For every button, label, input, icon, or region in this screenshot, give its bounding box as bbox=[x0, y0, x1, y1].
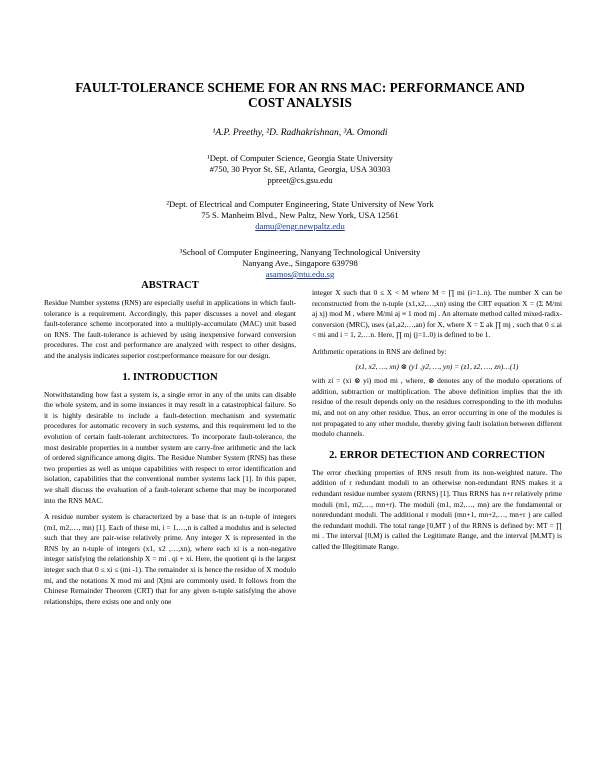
abstract-text: Residue Number systems (RNS) are especially useful in applications in which fault-tolerance is a requirement. Accordingly, this paper discusses a novel and elegant fault-tolerance scheme incorporated into a multiply-accumulate (MAC) unit based on RNS. The fault-tolerance is achieved by using inexpensive forward conversion procedures. The cost and performance are analyzed with respect to other designs, and the analysis indicates superior cost:performance measure for our design. bbox=[44, 298, 296, 360]
left-column bbox=[44, 280, 296, 607]
arith-paragraph: with zi = (xi ⊗ yi) mod mi , where, ⊗ denotes any of the modulo operations of addition, subtraction or multiplication. The above definition implies that the ith residue of the result depends only on the residues corresponding to the ith modulus mi, and not on any other residue. Thus, an error occurring in one of the modules is not propagated to any other module, thereby giving fault isolation between different modulo channels. bbox=[312, 376, 562, 439]
affiliation-3 bbox=[80, 247, 520, 280]
affiliation-2 bbox=[80, 199, 520, 232]
affiliation-1-address: #750, 30 Pryor St. SE, Atlanta, Georgia, USA 30303 bbox=[209, 164, 391, 174]
affiliation-3-dept: ³School of Computer Engineering, Nanyang Technological University bbox=[179, 247, 421, 257]
abstract-heading: ABSTRACT bbox=[141, 280, 199, 291]
section-2-paragraph: The error checking properties of RNS result from its non-weighted nature. The addition of r redundant moduli to an otherwise non-redundant RNS makes it a redundant residue number system (RRNS) [1]. Thus RRNS has n+r relatively prime moduli (m1, m2,…, mn+r). The moduli (m1, m2,…, mn) are the fundamental or nonredundant moduli. The additional r moduli (mn+1, mn+2,…, mn+r ) are called the redundant moduli. The total range [0,MT ) of the RRNS is defined by: MT = ∏ mi . The interval [0,M) is called the Legitimate Range, and the interval [M,MT) is called the Illegitimate Range. bbox=[312, 467, 562, 551]
affiliation-3-address: Nanyang Ave., Singapore 639798 bbox=[242, 258, 358, 268]
intro-paragraph-2: A residue number system is characterized by a base that is an n-tuple of integers (m1, m2,…, mn) [1]. Each of these mi, i = 1,…,n is called a modulus and is selected such that they are pair-wise relatively prime. Any integer X is represented in the RNS by an n-tuple of integers (x1, x2 ,…,xn), where each xi is a non-negative integer satisfying the relationship X = mi . qi + xi. Here, the quotient qi is the largest integer such that 0 ≤ xi ≤ (mi -1). The remainder xi is hence the residue of X modulo mi, and the notations X mod mi and |X|mi are commonly used. It follows from the Chinese Remainder Theorem (CRT) that for any given n-tuple satisfying the above relationships, there exists one and only one bbox=[44, 512, 296, 606]
affiliation-2-email-link[interactable]: damu@engr.newpaltz.edu bbox=[255, 221, 345, 231]
affiliation-1-dept: ¹Dept. of Computer Science, Georgia State University bbox=[207, 153, 393, 163]
affiliation-1-email: ppreet@cs.gsu.edu bbox=[267, 175, 333, 185]
section-2-heading: 2. ERROR DETECTION AND CORRECTION bbox=[329, 449, 545, 461]
affiliation-1 bbox=[80, 153, 520, 186]
arith-intro: Arithmetic operations in RNS are defined by: bbox=[312, 346, 447, 356]
affiliation-2-dept: ²Dept. of Electrical and Computer Engineering, State University of New York bbox=[166, 199, 434, 209]
right-column bbox=[312, 288, 562, 552]
affiliation-3-email-link[interactable]: asamos@ntu.edu.sg bbox=[265, 269, 335, 279]
intro-paragraph-1: Notwithstanding how fast a system is, a single error in any of the units can disable the whole system, and in some instances it may result in a catastrophical failure. So it is highly desirable to include a fault-detection mechanism and systematic procedures for automatic recovery in such systems, and this requirement led to the evolution of certain fault-tolerant architectures. To incorporate fault-tolerance, the most desirable properties in a number system are carry-free arithmetic and the lack of ordered significance among digits. The Residue Number System (RNS) has these two properties as well as unique capabilities with respect to error identification and isolation, capabilities that the conventional number systems lack [1]. In this paper, we shall discuss the evaluation of a fault-tolerant scheme that may be incorporated into the RNS MAC. bbox=[44, 389, 296, 505]
author-list: ¹A.P. Preethy, ²D. Radhakrishnan, ³A. Omondi bbox=[212, 128, 388, 138]
crt-paragraph: integer X such that 0 ≤ X < M where M = ∏ mi (i=1..n). The number X can be reconstructed from the n-tuple (x1,x2,…,xn) using the CRT equation X = (Σ M/mi aj xj) mod M , where M/mi aj ≡ 1 mod mj . An alternate method called mixed-radix-conversion (MRC), uses (a1,a2,…,an) for X, where X = Σ ak ∏ mj , such that 0 ≤ ai < mi and i = 1, 2,…n. Here, ∏ mj (j=1..0) is defined to be 1. bbox=[312, 288, 562, 340]
intro-heading: 1. INTRODUCTION bbox=[122, 371, 218, 383]
paper-title: FAULT-TOLERANCE SCHEME FOR AN RNS MAC: PERFORMANCE AND COST ANALYSIS bbox=[75, 80, 525, 110]
affiliation-2-address: 75 S. Manheim Blvd., New Paltz, New York, USA 12561 bbox=[201, 210, 399, 220]
equation-1: (x1, x2, …, xn) ⊗ (y1 ,y2, …, yn) = (z1, z2, …, zn)…(1) bbox=[355, 361, 519, 371]
